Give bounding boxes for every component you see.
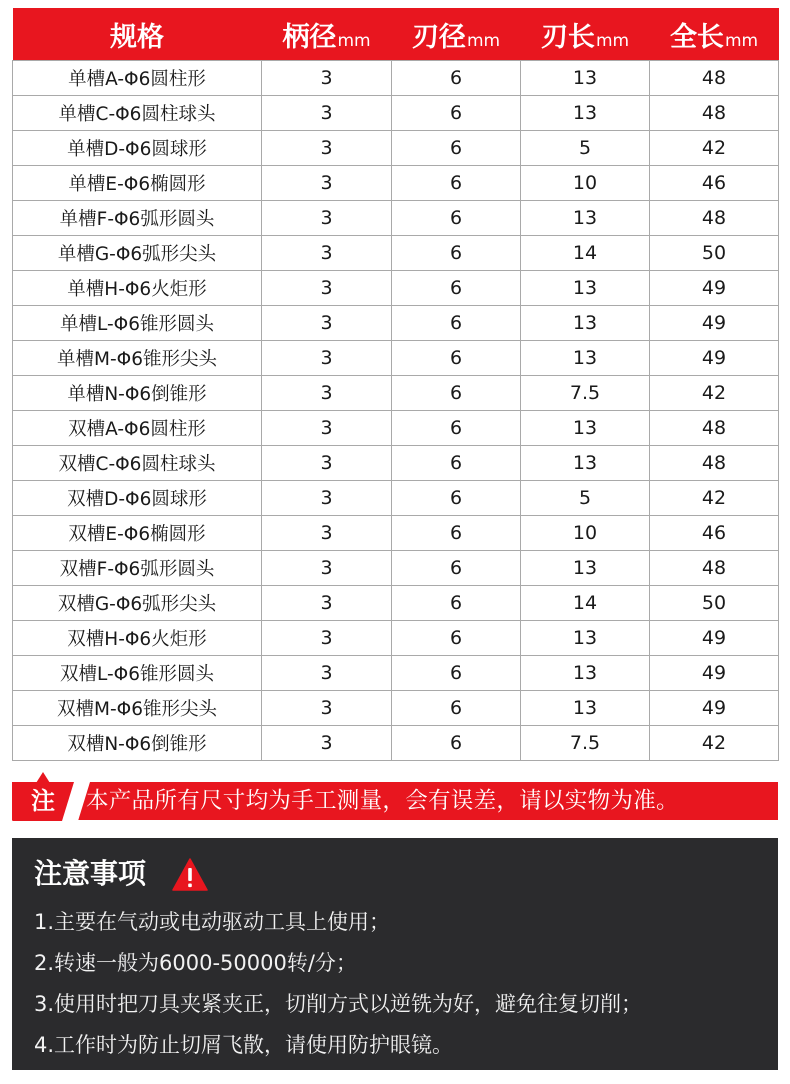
spec-cell: 单槽G-Φ6弧形尖头 xyxy=(13,236,262,271)
spec-cell: 单槽D-Φ6圆球形 xyxy=(13,131,262,166)
header-blade-diameter xyxy=(392,8,521,61)
header-row xyxy=(13,8,779,61)
table-row xyxy=(13,551,779,586)
overall-length-cell: 49 xyxy=(650,621,779,656)
shank-diameter-cell: 3 xyxy=(262,411,392,446)
blade-length-cell: 10 xyxy=(521,166,650,201)
shank-diameter-cell: 3 xyxy=(262,61,392,96)
table-row xyxy=(13,621,779,656)
blade-diameter-cell: 6 xyxy=(392,61,521,96)
overall-length-cell: 48 xyxy=(650,411,779,446)
spec-cell: 单槽L-Φ6锥形圆头 xyxy=(13,306,262,341)
blade-length-cell: 13 xyxy=(521,306,650,341)
blade-length-cell: 13 xyxy=(521,551,650,586)
spec-cell: 双槽L-Φ6锥形圆头 xyxy=(13,656,262,691)
spec-cell: 单槽M-Φ6锥形尖头 xyxy=(13,341,262,376)
blade-diameter-cell: 6 xyxy=(392,656,521,691)
table-row xyxy=(13,656,779,691)
blade-diameter-cell: 6 xyxy=(392,96,521,131)
notice-item: 2.转速一般为6000-50000转/分； xyxy=(34,951,357,975)
overall-length-cell: 48 xyxy=(650,446,779,481)
blade-diameter-cell: 6 xyxy=(392,726,521,761)
shank-diameter-cell: 3 xyxy=(262,306,392,341)
table-row xyxy=(13,586,779,621)
overall-length-cell: 46 xyxy=(650,166,779,201)
note-mark: 注 xyxy=(31,787,55,815)
warning-triangle-icon xyxy=(172,858,208,891)
notice-item: 4.工作时为防止切屑飞散，请使用防护眼镜。 xyxy=(34,1033,454,1057)
blade-length-cell: 5 xyxy=(521,131,650,166)
header-label: 规格 xyxy=(110,21,164,53)
spec-cell: 单槽N-Φ6倒锥形 xyxy=(13,376,262,411)
shank-diameter-cell: 3 xyxy=(262,131,392,166)
blade-diameter-cell: 6 xyxy=(392,411,521,446)
overall-length-cell: 50 xyxy=(650,236,779,271)
shank-diameter-cell: 3 xyxy=(262,376,392,411)
header-unit: mm xyxy=(724,30,759,51)
notice-item: 3.使用时把刀具夹紧夹正，切削方式以逆铣为好，避免往复切削； xyxy=(34,992,643,1016)
shank-diameter-cell: 3 xyxy=(262,96,392,131)
blade-length-cell: 13 xyxy=(521,271,650,306)
overall-length-cell: 42 xyxy=(650,131,779,166)
spec-table-body xyxy=(13,61,779,761)
spec-cell: 双槽F-Φ6弧形圆头 xyxy=(13,551,262,586)
shank-diameter-cell: 3 xyxy=(262,166,392,201)
blade-length-cell: 13 xyxy=(521,411,650,446)
header-unit: mm xyxy=(337,30,371,51)
blade-length-cell: 13 xyxy=(521,656,650,691)
shank-diameter-cell: 3 xyxy=(262,691,392,726)
shank-diameter-cell: 3 xyxy=(262,726,392,761)
spec-cell: 单槽E-Φ6椭圆形 xyxy=(13,166,262,201)
table-row xyxy=(13,341,779,376)
shank-diameter-cell: 3 xyxy=(262,551,392,586)
shank-diameter-cell: 3 xyxy=(262,516,392,551)
shank-diameter-cell: 3 xyxy=(262,586,392,621)
overall-length-cell: 49 xyxy=(650,341,779,376)
overall-length-cell: 48 xyxy=(650,551,779,586)
spec-cell: 双槽E-Φ6椭圆形 xyxy=(13,516,262,551)
notice-title: 注意事项 xyxy=(34,857,147,890)
overall-length-cell: 48 xyxy=(650,201,779,236)
shank-diameter-cell: 3 xyxy=(262,271,392,306)
shank-diameter-cell: 3 xyxy=(262,341,392,376)
table-row xyxy=(13,411,779,446)
header-unit: mm xyxy=(595,30,630,51)
header-label: 刃长 xyxy=(540,21,595,53)
overall-length-cell: 46 xyxy=(650,516,779,551)
note-text: 本产品所有尺寸均为手工测量，会有误差，请以实物为准。 xyxy=(86,788,679,814)
blade-diameter-cell: 6 xyxy=(392,446,521,481)
table-row xyxy=(13,376,779,411)
blade-diameter-cell: 6 xyxy=(392,306,521,341)
table-row xyxy=(13,236,779,271)
shank-diameter-cell: 3 xyxy=(262,621,392,656)
notice-item: 1.主要在气动或电动驱动工具上使用； xyxy=(34,910,391,934)
header-label: 刃径 xyxy=(411,21,466,53)
blade-length-cell: 13 xyxy=(521,691,650,726)
spec-table-header xyxy=(13,8,779,61)
blade-length-cell: 14 xyxy=(521,236,650,271)
table-row xyxy=(13,481,779,516)
overall-length-cell: 42 xyxy=(650,481,779,516)
shank-diameter-cell: 3 xyxy=(262,201,392,236)
blade-diameter-cell: 6 xyxy=(392,516,521,551)
blade-length-cell: 13 xyxy=(521,621,650,656)
shank-diameter-cell: 3 xyxy=(262,446,392,481)
table-row xyxy=(13,201,779,236)
blade-diameter-cell: 6 xyxy=(392,341,521,376)
shank-diameter-cell: 3 xyxy=(262,481,392,516)
blade-length-cell: 7.5 xyxy=(521,376,650,411)
overall-length-cell: 49 xyxy=(650,656,779,691)
spec-cell: 单槽A-Φ6圆柱形 xyxy=(13,61,262,96)
notice-list xyxy=(34,902,642,1066)
table-row xyxy=(13,166,779,201)
shank-diameter-cell: 3 xyxy=(262,236,392,271)
table-row xyxy=(13,131,779,166)
header-label: 全长 xyxy=(669,21,724,53)
overall-length-cell: 42 xyxy=(650,376,779,411)
blade-length-cell: 13 xyxy=(521,201,650,236)
spec-cell: 双槽H-Φ6火炬形 xyxy=(13,621,262,656)
table-row xyxy=(13,446,779,481)
spec-cell: 双槽C-Φ6圆柱球头 xyxy=(13,446,262,481)
blade-diameter-cell: 6 xyxy=(392,621,521,656)
shank-diameter-cell: 3 xyxy=(262,656,392,691)
notice-panel xyxy=(12,838,778,1070)
blade-length-cell: 13 xyxy=(521,341,650,376)
overall-length-cell: 49 xyxy=(650,691,779,726)
blade-diameter-cell: 6 xyxy=(392,586,521,621)
blade-length-cell: 14 xyxy=(521,586,650,621)
blade-diameter-cell: 6 xyxy=(392,166,521,201)
spec-cell: 单槽F-Φ6弧形圆头 xyxy=(13,201,262,236)
blade-length-cell: 5 xyxy=(521,481,650,516)
header-blade-length xyxy=(521,8,650,61)
blade-diameter-cell: 6 xyxy=(392,551,521,586)
blade-diameter-cell: 6 xyxy=(392,376,521,411)
blade-diameter-cell: 6 xyxy=(392,691,521,726)
table-row xyxy=(13,61,779,96)
header-spec xyxy=(13,8,262,61)
spec-cell: 双槽A-Φ6圆柱形 xyxy=(13,411,262,446)
overall-length-cell: 48 xyxy=(650,96,779,131)
header-label: 柄径 xyxy=(282,21,337,53)
blade-diameter-cell: 6 xyxy=(392,201,521,236)
spec-cell: 双槽G-Φ6弧形尖头 xyxy=(13,586,262,621)
blade-length-cell: 13 xyxy=(521,96,650,131)
blade-length-cell: 10 xyxy=(521,516,650,551)
blade-diameter-cell: 6 xyxy=(392,481,521,516)
overall-length-cell: 50 xyxy=(650,586,779,621)
measurement-note-banner xyxy=(12,770,778,821)
overall-length-cell: 49 xyxy=(650,306,779,341)
spec-cell: 双槽N-Φ6倒锥形 xyxy=(13,726,262,761)
table-row xyxy=(13,516,779,551)
overall-length-cell: 42 xyxy=(650,726,779,761)
blade-diameter-cell: 6 xyxy=(392,131,521,166)
overall-length-cell: 48 xyxy=(650,61,779,96)
blade-length-cell: 13 xyxy=(521,61,650,96)
table-row xyxy=(13,726,779,761)
blade-diameter-cell: 6 xyxy=(392,271,521,306)
blade-diameter-cell: 6 xyxy=(392,236,521,271)
spec-cell: 单槽H-Φ6火炬形 xyxy=(13,271,262,306)
spec-cell: 双槽M-Φ6锥形尖头 xyxy=(13,691,262,726)
blade-length-cell: 7.5 xyxy=(521,726,650,761)
blade-length-cell: 13 xyxy=(521,446,650,481)
overall-length-cell: 49 xyxy=(650,271,779,306)
header-unit: mm xyxy=(466,30,501,51)
table-row xyxy=(13,691,779,726)
header-shank-diameter xyxy=(262,8,392,61)
table-row xyxy=(13,306,779,341)
table-row xyxy=(13,271,779,306)
spec-table xyxy=(12,8,779,761)
table-row xyxy=(13,96,779,131)
spec-cell: 单槽C-Φ6圆柱球头 xyxy=(13,96,262,131)
spec-cell: 双槽D-Φ6圆球形 xyxy=(13,481,262,516)
header-overall-length xyxy=(650,8,779,61)
